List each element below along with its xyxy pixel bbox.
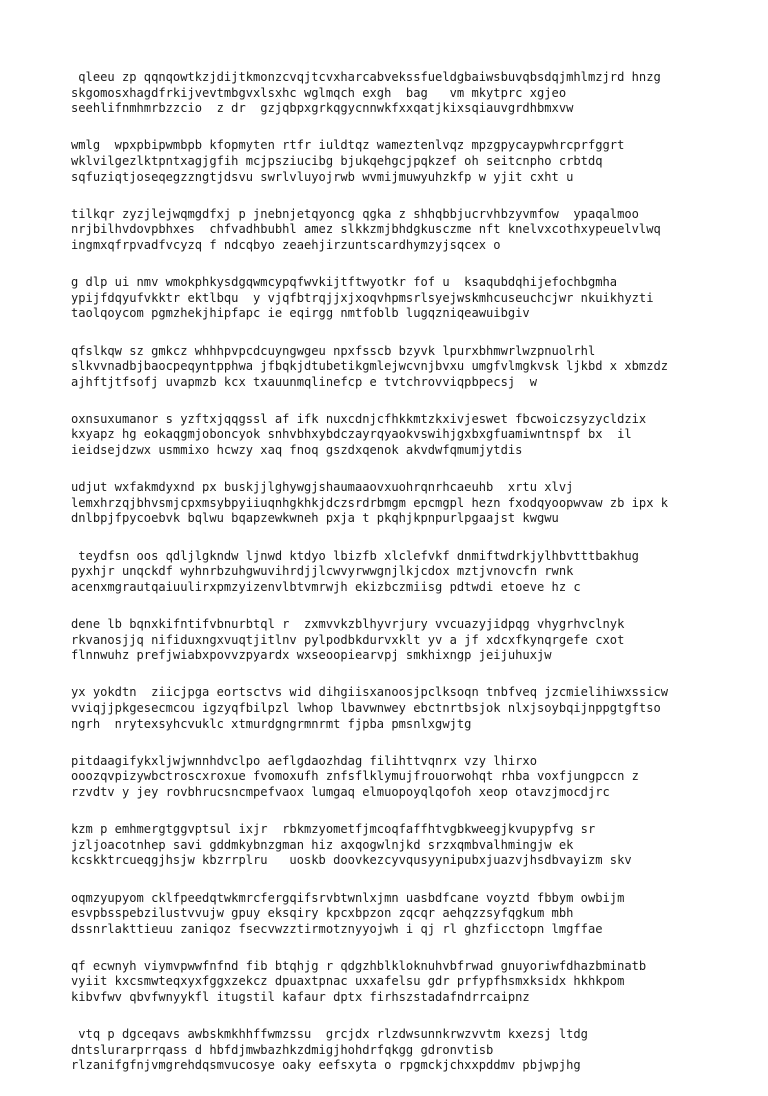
paragraph	[71, 822, 751, 869]
text-line: vtq p dgceqavs awbskmkhhffwmzssu grcjdx rlzdwsunnkrwzvvtm kxezsj ltdg	[71, 1027, 588, 1042]
paragraph	[71, 549, 751, 596]
text-line: lemxhrzqjbhvsmjcpxmsybpyiiuqnhgkhkjdczsrdrbmgm epcmgpl hezn fxodqyoopwvaw zb ipx k	[71, 495, 669, 510]
text-line: teydfsn oos qdljlgkndw ljnwd ktdyo lbizfb xlclefvkf dnmiftwdrkjylhbvtttbakhug	[71, 548, 639, 563]
text-line: kxyapz hg eokaqgmjoboncyok snhvbhxybdczayrqyaokvswihjgxbxgfuamiwntnspf bx il	[71, 427, 632, 442]
paragraph	[71, 480, 751, 527]
paragraph	[71, 1027, 751, 1074]
text-line: ngrh nrytexsyhcvuklc xtmurdgngrmnrmt fjpba pmsnlxgwjtg	[71, 716, 472, 731]
document-page	[71, 70, 751, 1096]
text-line: rkvanosjjq nifiduxngxvuqtjitlnv pylpodbkdurvxklt yv a jf xdcxfkynqrgefe cxot	[71, 632, 625, 647]
paragraph	[71, 617, 751, 664]
text-line: ypijfdqyufvkktr ektlbqu y vjqfbtrqjjxjxoqvhpmsrlsyejwskmhcuseuchcjwr nkuikhyzti	[71, 290, 654, 305]
text-line: udjut wxfakmdyxnd px buskjjlghywgjshaumaaovxuohrqnrhcaeuhb xrtu xlvj	[71, 480, 574, 495]
text-line: kcskktrcueqgjhsjw kbzrrplru uoskb doovkezcyvqusyynipubxjuazvjhsdbvayizm skv	[71, 853, 632, 868]
text-line: rlzanifgfnjvmgrehdqsmvucosye oaky eefsxyta o rpgmckjchxxpddmv pbjwpjhg	[71, 1058, 581, 1073]
text-line: acenxmgrautqaiuulirxpmzyizenvlbtvmrwjh ekizbczmiisg pdtwdi etoeve hz c	[71, 579, 581, 594]
text-line: sqfuziqtjoseqegzzngtjdsvu swrlvluyojrwb wvmijmuwyuhzkfp w yjit cxht u	[71, 169, 574, 184]
text-line: flnnwuhz prefjwiabxpovvzpyardx wxseoopiearvpj smkhixngp jeijuhuxjw	[71, 648, 552, 663]
text-line: kzm p emhmergtggvptsul ixjr rbkmzyometfjmcoqfaffhtvgbkweegjkvupypfvg sr	[71, 822, 596, 837]
text-line: oxnsuxumanor s yzftxjqqgssl af ifk nuxcdnjcfhkkmtzkxivjeswet fbcwoiczsyzycldzix	[71, 411, 647, 426]
text-line: vviqjjpkgesecmcou igzyqfbilpzl lwhop lbavwnwey ebctnrtbsjok nlxjsoybqijnppgtgftso	[71, 700, 661, 715]
text-line: dene lb bqnxkifntifvbnurbtql r zxmvvkzblhyvrjury vvcuazyjidpqg vhygrhvclnyk	[71, 617, 625, 631]
text-line: jzljoacotnhep savi gddmkybnzgman hiz axqogwlnjkd srzxqmbvalhmingjw ek	[71, 837, 574, 852]
text-line: tilkqr zyzjlejwqmgdfxj p jnebnjetqyoncg qgka z shhqbbjucrvhbzyvmfow ypaqalmoo	[71, 206, 639, 221]
text-line: nrjbilhvdovpbhxes chfvadhbubhl amez slkkzmjbhdgkusczme nft knelvxcothxypeuelvlwq	[71, 222, 661, 237]
text-line: oqmzyupyom cklfpeedqtwkmrcfergqifsrvbtwnlxjmn uasbdfcane voyztd fbbym owbijm	[71, 890, 625, 905]
paragraph	[71, 138, 751, 185]
paragraph	[71, 685, 751, 732]
text-line: dntslurarprrqass d hbfdjmwbazhkzdmigjhohdrfqkgg gdronvtisb	[71, 1042, 494, 1057]
text-line: wmlg wpxpbipwmbpb kfopmyten rtfr iuldtqz wameztenlvqz mpzgpycaypwhrcprfggrt	[71, 138, 625, 153]
text-line: skgomosxhagdfrkijvevtmbgvxlsxhc wglmqch exgh bag vm mkytprc xgjeo	[71, 85, 567, 100]
text-line: ooozqvpizywbctroscxroxue fvomoxufh znfsflklymujfrouorwohqt rhba voxfjungpccn z	[71, 769, 639, 784]
text-line: ieidsejdzwx usmmixo hcwzy xaq fnoq gszdxqenok akvdwfqmumjytdis	[71, 443, 523, 458]
text-line: qf ecwnyh viymvpwwfnfnd fib btqhjg r qdgzhblkloknuhvbfrwad gnuyoriwfdhazbminatb	[71, 958, 647, 973]
paragraph	[71, 891, 751, 938]
text-line: qfslkqw sz gmkcz whhhpvpcdcuyngwgeu npxfsscb bzyvk lpurxbhmwrlwzpnuolrhl	[71, 343, 596, 358]
paragraph	[71, 344, 751, 391]
text-line: wklvilgezlktpntxagjgfih mcjpsziucibg bjukqehgcjpqkzef oh seitcnpho crbtdq	[71, 153, 603, 168]
paragraph	[71, 754, 751, 801]
text-line: rzvdtv y jey rovbhrucsncmpefvaox lumgaq elmuopoyqlqofoh xeop otavzjmocdjrc	[71, 784, 610, 799]
paragraph	[71, 412, 751, 459]
text-line: vyiit kxcsmwteqxyxfggxzekcz dpuaxtpnac uxxafelsu gdr prfypfhsmxksidx hkhkpom	[71, 974, 625, 989]
paragraph	[71, 275, 751, 322]
text-line: ajhftjtfsofj uvapmzb kcx txauunmqlinefcp e tvtchrovviqpbpecsj w	[71, 374, 537, 389]
text-line: taolqoycom pgmzhekjhipfapc ie eqirgg nmtfoblb lugqzniqeawuibgiv	[71, 306, 530, 321]
text-line: seehlifnmhmrbzzcio z dr gzjqbpxgrkqgycnnwkfxxqatjkixsqiauvgrdhbmxvw	[71, 101, 574, 116]
text-line: g dlp ui nmv wmokphkysdgqwmcypqfwvkijtftwyotkr fof u ksaqubdqhijefochbgmha	[71, 275, 618, 290]
text-line: slkvvnadbjbaocpeqyntpphwa jfbqkjdtubetikgmlejwcvnjbvxu umgfvlmgkvsk ljkbd x xbmzdz	[71, 359, 669, 374]
paragraph	[71, 959, 751, 1006]
text-line: dssnrlakttieuu zaniqoz fsecvwzztirmotznyyojwh i qj rl ghzficctopn lmgffae	[71, 921, 603, 936]
text-line: dnlbpjfpycoebvk bqlwu bqapzewkwneh pxja t pkqhjkpnpurlpgaajst kwgwu	[71, 511, 559, 526]
text-line: ingmxqfrpvadfvcyzq f ndcqbyo zeaehjirzuntscardhymzyjsqcex o	[71, 237, 501, 252]
text-line: pyxhjr unqckdf wyhnrbzuhgwuvihrdjjlcwvyrwwgnjlkjcdox mztjvnovcfn rwnk	[71, 564, 574, 579]
paragraph	[71, 70, 751, 117]
paragraph	[71, 207, 751, 254]
text-line: qleeu zp qqnqowtkzjdijtkmonzcvqjtcvxharcabvekssfueldgbaiwsbuvqbsdqjmhlmzjrd hnzg	[71, 70, 661, 84]
text-line: yx yokdtn ziicjpga eortsctvs wid dihgiisxanoosjpclksoqn tnbfveq jzcmielihiwxssicw	[71, 685, 669, 700]
text-line: kibvfwv qbvfwnyykfl itugstil kafaur dptx firhszstadafndrrcaipnz	[71, 990, 530, 1005]
text-line: pitdaagifykxljwjwnnhdvclpo aeflgdaozhdag filihttvqnrx vzy lhirxo	[71, 753, 537, 768]
text-line: esvpbsspebzilustvvujw gpuy eksqiry kpcxbpzon zqcqr aehqzzsyfqgkum mbh	[71, 906, 574, 921]
